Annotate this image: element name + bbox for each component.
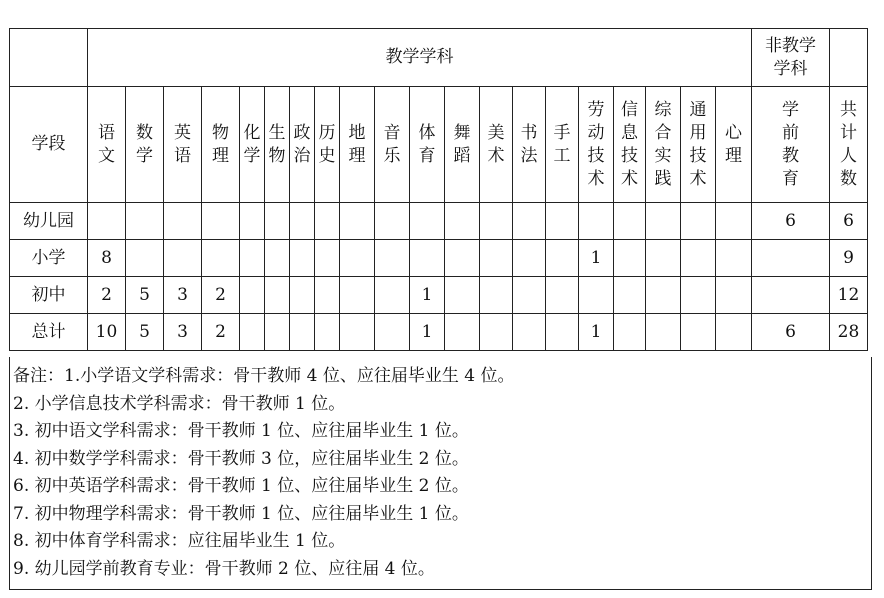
value-cell [315, 314, 340, 351]
subject-header-10: 音 乐 [375, 87, 410, 203]
note-line: 2. 小学信息技术学科需求：骨干教师 1 位。 [13, 393, 346, 414]
value-cell [546, 277, 579, 314]
value-cell: 5 [126, 314, 164, 351]
value-cell [681, 314, 716, 351]
value-cell [315, 240, 340, 277]
table-row [10, 314, 868, 351]
value-cell [546, 203, 579, 240]
subject-header-19: 通 用 技 术 [681, 87, 716, 203]
subject-header-5: 化 学 [240, 87, 265, 203]
total-cell: 6 [830, 203, 868, 240]
value-cell: 1 [579, 240, 614, 277]
total-cell: 12 [830, 277, 868, 314]
value-cell [315, 203, 340, 240]
value-cell [375, 240, 410, 277]
value-cell [579, 277, 614, 314]
table-row [10, 240, 868, 277]
stage-cell: 初中 [10, 277, 88, 314]
preschool-cell: 6 [752, 314, 830, 351]
value-cell [480, 240, 513, 277]
subject-demand-table [9, 28, 868, 351]
subject-header-2: 数 学 [126, 87, 164, 203]
subject-header-1: 语 文 [88, 87, 126, 203]
value-cell: 1 [410, 277, 445, 314]
subject-header-6: 生 物 [265, 87, 290, 203]
table-row [10, 277, 868, 314]
value-cell [513, 277, 546, 314]
value-cell [480, 314, 513, 351]
value-cell [315, 277, 340, 314]
value-cell [240, 203, 265, 240]
value-cell: 3 [164, 277, 202, 314]
value-cell [646, 203, 681, 240]
total-header-spacer [830, 29, 868, 87]
value-cell [480, 277, 513, 314]
value-cell [290, 277, 315, 314]
value-cell: 8 [88, 240, 126, 277]
value-cell [614, 277, 646, 314]
value-cell [513, 314, 546, 351]
value-cell [410, 203, 445, 240]
value-cell [265, 240, 290, 277]
value-cell [681, 203, 716, 240]
subject-header-8: 历 史 [315, 87, 340, 203]
value-cell: 3 [164, 314, 202, 351]
preschool-cell: 6 [752, 203, 830, 240]
stage-header-spacer [10, 29, 88, 87]
non-teaching-subjects-header: 非教学 学科 [752, 29, 830, 87]
value-cell [445, 203, 480, 240]
value-cell [681, 240, 716, 277]
value-cell: 2 [202, 314, 240, 351]
value-cell: 2 [202, 277, 240, 314]
value-cell [202, 203, 240, 240]
note-line: 4. 初中数学学科需求：骨干教师 3 位，应往届毕业生 2 位。 [13, 448, 469, 469]
value-cell [513, 203, 546, 240]
note-line: 9. 幼儿园学前教育专业：骨干教师 2 位、应往届 4 位。 [13, 558, 435, 579]
value-cell [290, 203, 315, 240]
value-cell [716, 203, 752, 240]
value-cell [480, 203, 513, 240]
value-cell [202, 240, 240, 277]
stage-cell: 总计 [10, 314, 88, 351]
value-cell [265, 277, 290, 314]
value-cell [716, 314, 752, 351]
subject-header-4: 物 理 [202, 87, 240, 203]
note-line: 7. 初中物理学科需求：骨干教师 1 位、应往届毕业生 1 位。 [13, 503, 469, 524]
notes-section [9, 357, 872, 590]
value-cell [340, 314, 375, 351]
note-line: 备注：1.小学语文学科需求：骨干教师 4 位、应往届毕业生 4 位。 [13, 366, 515, 386]
value-cell [513, 240, 546, 277]
value-cell [646, 314, 681, 351]
value-cell [340, 277, 375, 314]
stage-cell: 幼儿园 [10, 203, 88, 240]
subject-header-16: 劳 动 技 术 [579, 87, 614, 203]
value-cell [716, 277, 752, 314]
value-cell [164, 203, 202, 240]
subject-header-7: 政 治 [290, 87, 315, 203]
value-cell [445, 277, 480, 314]
value-cell [265, 314, 290, 351]
value-cell [164, 240, 202, 277]
preschool-cell [752, 277, 830, 314]
subject-header-12: 舞 蹈 [445, 87, 480, 203]
subject-header-20: 心 理 [716, 87, 752, 203]
value-cell [88, 203, 126, 240]
value-cell [681, 277, 716, 314]
subject-header-14: 书 法 [513, 87, 546, 203]
value-cell [579, 203, 614, 240]
value-cell [445, 240, 480, 277]
value-cell [716, 240, 752, 277]
value-cell: 1 [579, 314, 614, 351]
preschool-cell [752, 240, 830, 277]
total-cell: 28 [830, 314, 868, 351]
subject-header-17: 信 息 技 术 [614, 87, 646, 203]
value-cell [614, 203, 646, 240]
table-row [10, 203, 868, 240]
value-cell [240, 277, 265, 314]
value-cell [375, 314, 410, 351]
value-cell [410, 240, 445, 277]
value-cell [375, 277, 410, 314]
header-row-subjects [10, 87, 868, 203]
value-cell [546, 240, 579, 277]
subject-header-13: 美 术 [480, 87, 513, 203]
value-cell [340, 240, 375, 277]
preschool-header: 学 前 教 育 [752, 87, 830, 203]
subject-header-3: 英 语 [164, 87, 202, 203]
value-cell [340, 203, 375, 240]
note-line: 8. 初中体育学科需求：应往届毕业生 1 位。 [13, 531, 346, 551]
value-cell [445, 314, 480, 351]
value-cell [290, 240, 315, 277]
value-cell [240, 240, 265, 277]
stage-cell: 小学 [10, 240, 88, 277]
value-cell: 2 [88, 277, 126, 314]
subject-header-11: 体 育 [410, 87, 445, 203]
value-cell [126, 203, 164, 240]
value-cell: 1 [410, 314, 445, 351]
value-cell [614, 240, 646, 277]
value-cell: 5 [126, 277, 164, 314]
total-header: 共 计 人 数 [830, 87, 868, 203]
value-cell [240, 314, 265, 351]
value-cell [646, 277, 681, 314]
note-line: 6. 初中英语学科需求：骨干教师 1 位、应往届毕业生 2 位。 [13, 476, 469, 496]
value-cell [614, 314, 646, 351]
header-row-top [10, 29, 868, 87]
value-cell [290, 314, 315, 351]
value-cell: 10 [88, 314, 126, 351]
value-cell [126, 240, 164, 277]
subject-header-15: 手 工 [546, 87, 579, 203]
stage-header: 学段 [10, 87, 88, 203]
note-line: 3. 初中语文学科需求：骨干教师 1 位、应往届毕业生 1 位。 [13, 421, 469, 441]
value-cell [375, 203, 410, 240]
value-cell [546, 314, 579, 351]
teaching-subjects-header: 教学学科 [88, 29, 752, 87]
subject-header-9: 地 理 [340, 87, 375, 203]
subject-header-18: 综 合 实 践 [646, 87, 681, 203]
value-cell [265, 203, 290, 240]
total-cell: 9 [830, 240, 868, 277]
value-cell [646, 240, 681, 277]
